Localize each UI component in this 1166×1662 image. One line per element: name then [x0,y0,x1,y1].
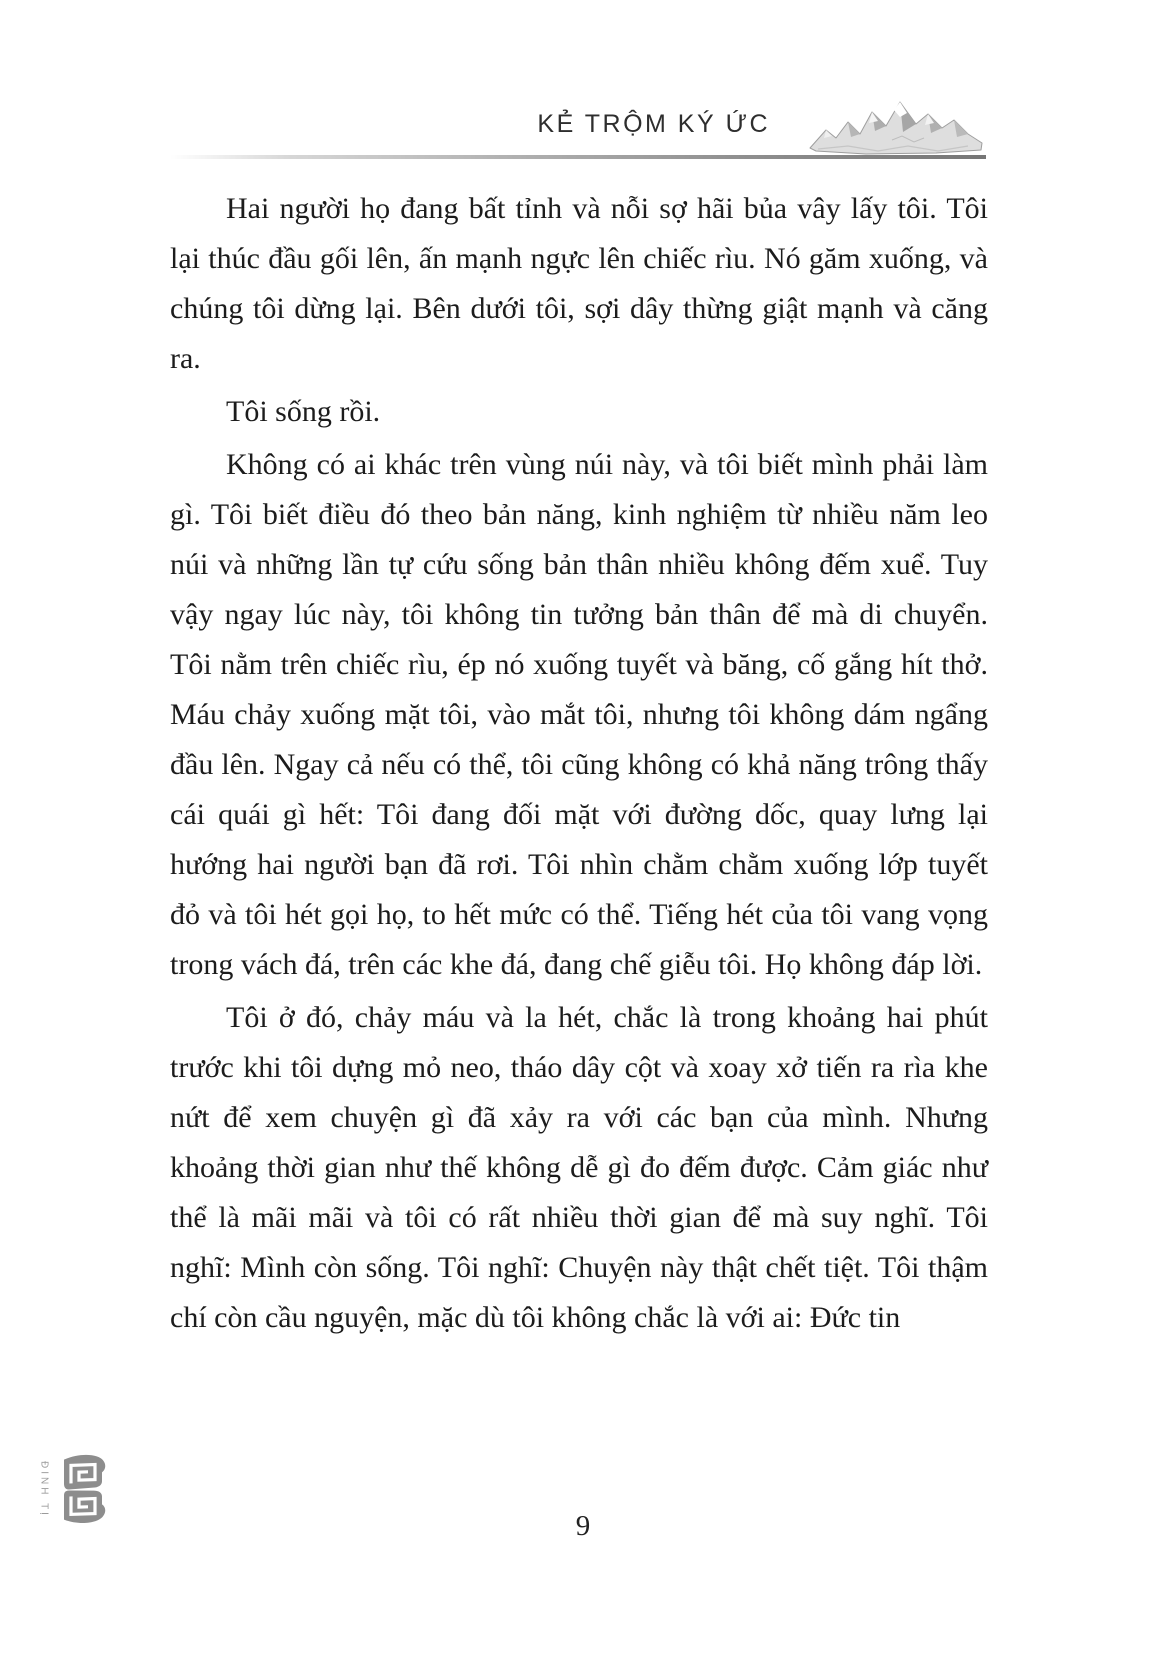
body-paragraph: Hai người họ đang bất tỉnh và nỗi sợ hãi bủa vây lấy tôi. Tôi lại thúc đầu gối lên, ấn mạnh ngực lên chiếc rìu. Nó găm xuống, và chúng tôi dừng lại. Bên dưới tôi, sợi dây thừng giật mạnh và căng ra. [170,192,988,375]
body-paragraph: Tôi sống rồi. [226,395,381,428]
body-paragraph: Không có ai khác trên vùng núi này, và tôi biết mình phải làm gì. Tôi biết điều đó theo bản năng, kinh nghiệm từ nhiều năm leo núi và những lần tự cứu sống bản thân nhiều không đếm xuể. Tuy vậy ngay lúc này, tôi không tin tưởng bản thân để mà di chuyển. Tôi nằm trên chiếc rìu, ép nó xuống tuyết và băng, cố gắng hít thở. Máu chảy xuống mặt tôi, vào mắt tôi, nhưng tôi không dám ngẩng đầu lên. Ngay cả nếu có thể, tôi cũng không có khả năng trông thấy cái quái gì hết: Tôi đang đối mặt với đường dốc, quay lưng lại hướng hai người bạn đã rơi. Tôi nhìn chằm chằm xuống lớp tuyết đỏ và tôi hét gọi họ, to hết mức có thể. Tiếng hét của tôi vang vọng trong vách đá, trên các khe đá, đang chế giễu tôi. Họ không đáp lời. [170,448,988,981]
publisher-logo [28,1448,112,1534]
mountain-range-icon [806,96,986,162]
publisher-logo-icon [54,1454,108,1526]
body-paragraph: Tôi ở đó, chảy máu và la hét, chắc là trong khoảng hai phút trước khi tôi dựng mỏ neo, tháo dây cột và xoay xở tiến ra rìa khe nứt để xem chuyện gì đã xảy ra với các bạn của mình. Nhưng khoảng thời gian như thế không dễ gì đo đếm được. Cảm giác như thể là mãi mãi và tôi có rất nhiều thời gian để mà suy nghĩ. Tôi nghĩ: Mình còn sống. Tôi nghĩ: Chuyện này thật chết tiệt. Tôi thậm chí còn cầu nguyện, mặc dù tôi không chắc là với ai: Đức tin [170,1001,988,1334]
running-head-title: KẺ TRỘM KÝ ỨC [537,110,770,138]
page-number: 9 [575,1510,591,1542]
header-divider [170,155,986,159]
body-text-block [170,184,988,1346]
publisher-name: ĐINH TỊ [38,1461,50,1518]
